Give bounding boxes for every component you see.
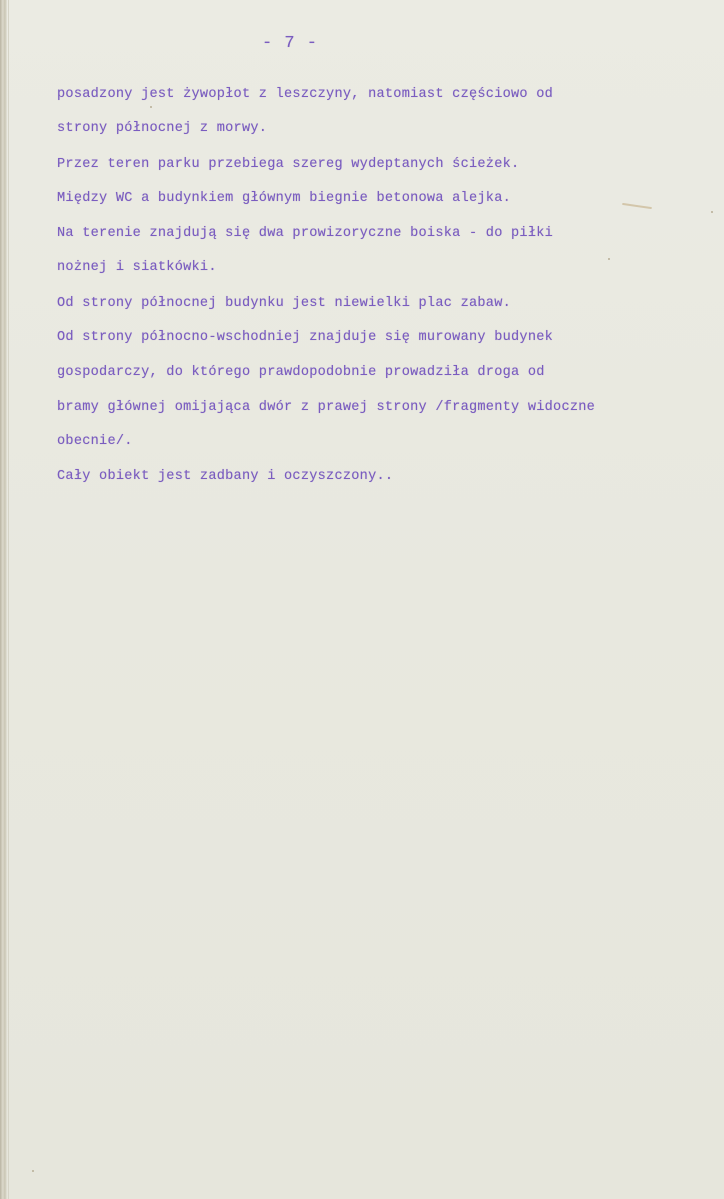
text-line: Przez teren parku przebiega szereg wydeptanych ścieżek. bbox=[57, 157, 520, 172]
text-line: nożnej i siatkówki. bbox=[57, 260, 217, 275]
text-line: Od strony północno-wschodniej znajduje się murowany budynek bbox=[57, 330, 554, 345]
text-line: obecnie/. bbox=[57, 434, 133, 449]
paper-speck bbox=[150, 106, 152, 108]
text-line: Między WC a budynkiem głównym biegnie betonowa alejka. bbox=[57, 191, 512, 206]
text-line: Cały obiekt jest zadbany i oczyszczony.. bbox=[57, 469, 394, 484]
text-line: bramy głównej omijająca dwór z prawej strony /fragmenty widoczne bbox=[57, 400, 596, 415]
text-line: Od strony północnej budynku jest niewielki plac zabaw. bbox=[57, 296, 512, 311]
text-line: strony północnej z morwy. bbox=[57, 121, 268, 136]
paper-speck bbox=[711, 211, 713, 213]
text-line: gospodarczy, do którego prawdopodobnie prowadziła droga od bbox=[57, 365, 545, 380]
paper-speck bbox=[32, 1170, 34, 1172]
paper-smudge bbox=[622, 203, 652, 209]
text-line: Na terenie znajdują się dwa prowizoryczne boiska - do piłki bbox=[57, 226, 554, 241]
text-line: posadzony jest żywopłot z leszczyny, natomiast częściowo od bbox=[57, 87, 554, 102]
page-number: - 7 - bbox=[262, 34, 319, 53]
page-binding-edge bbox=[0, 0, 7, 1199]
paper-speck bbox=[608, 258, 610, 260]
